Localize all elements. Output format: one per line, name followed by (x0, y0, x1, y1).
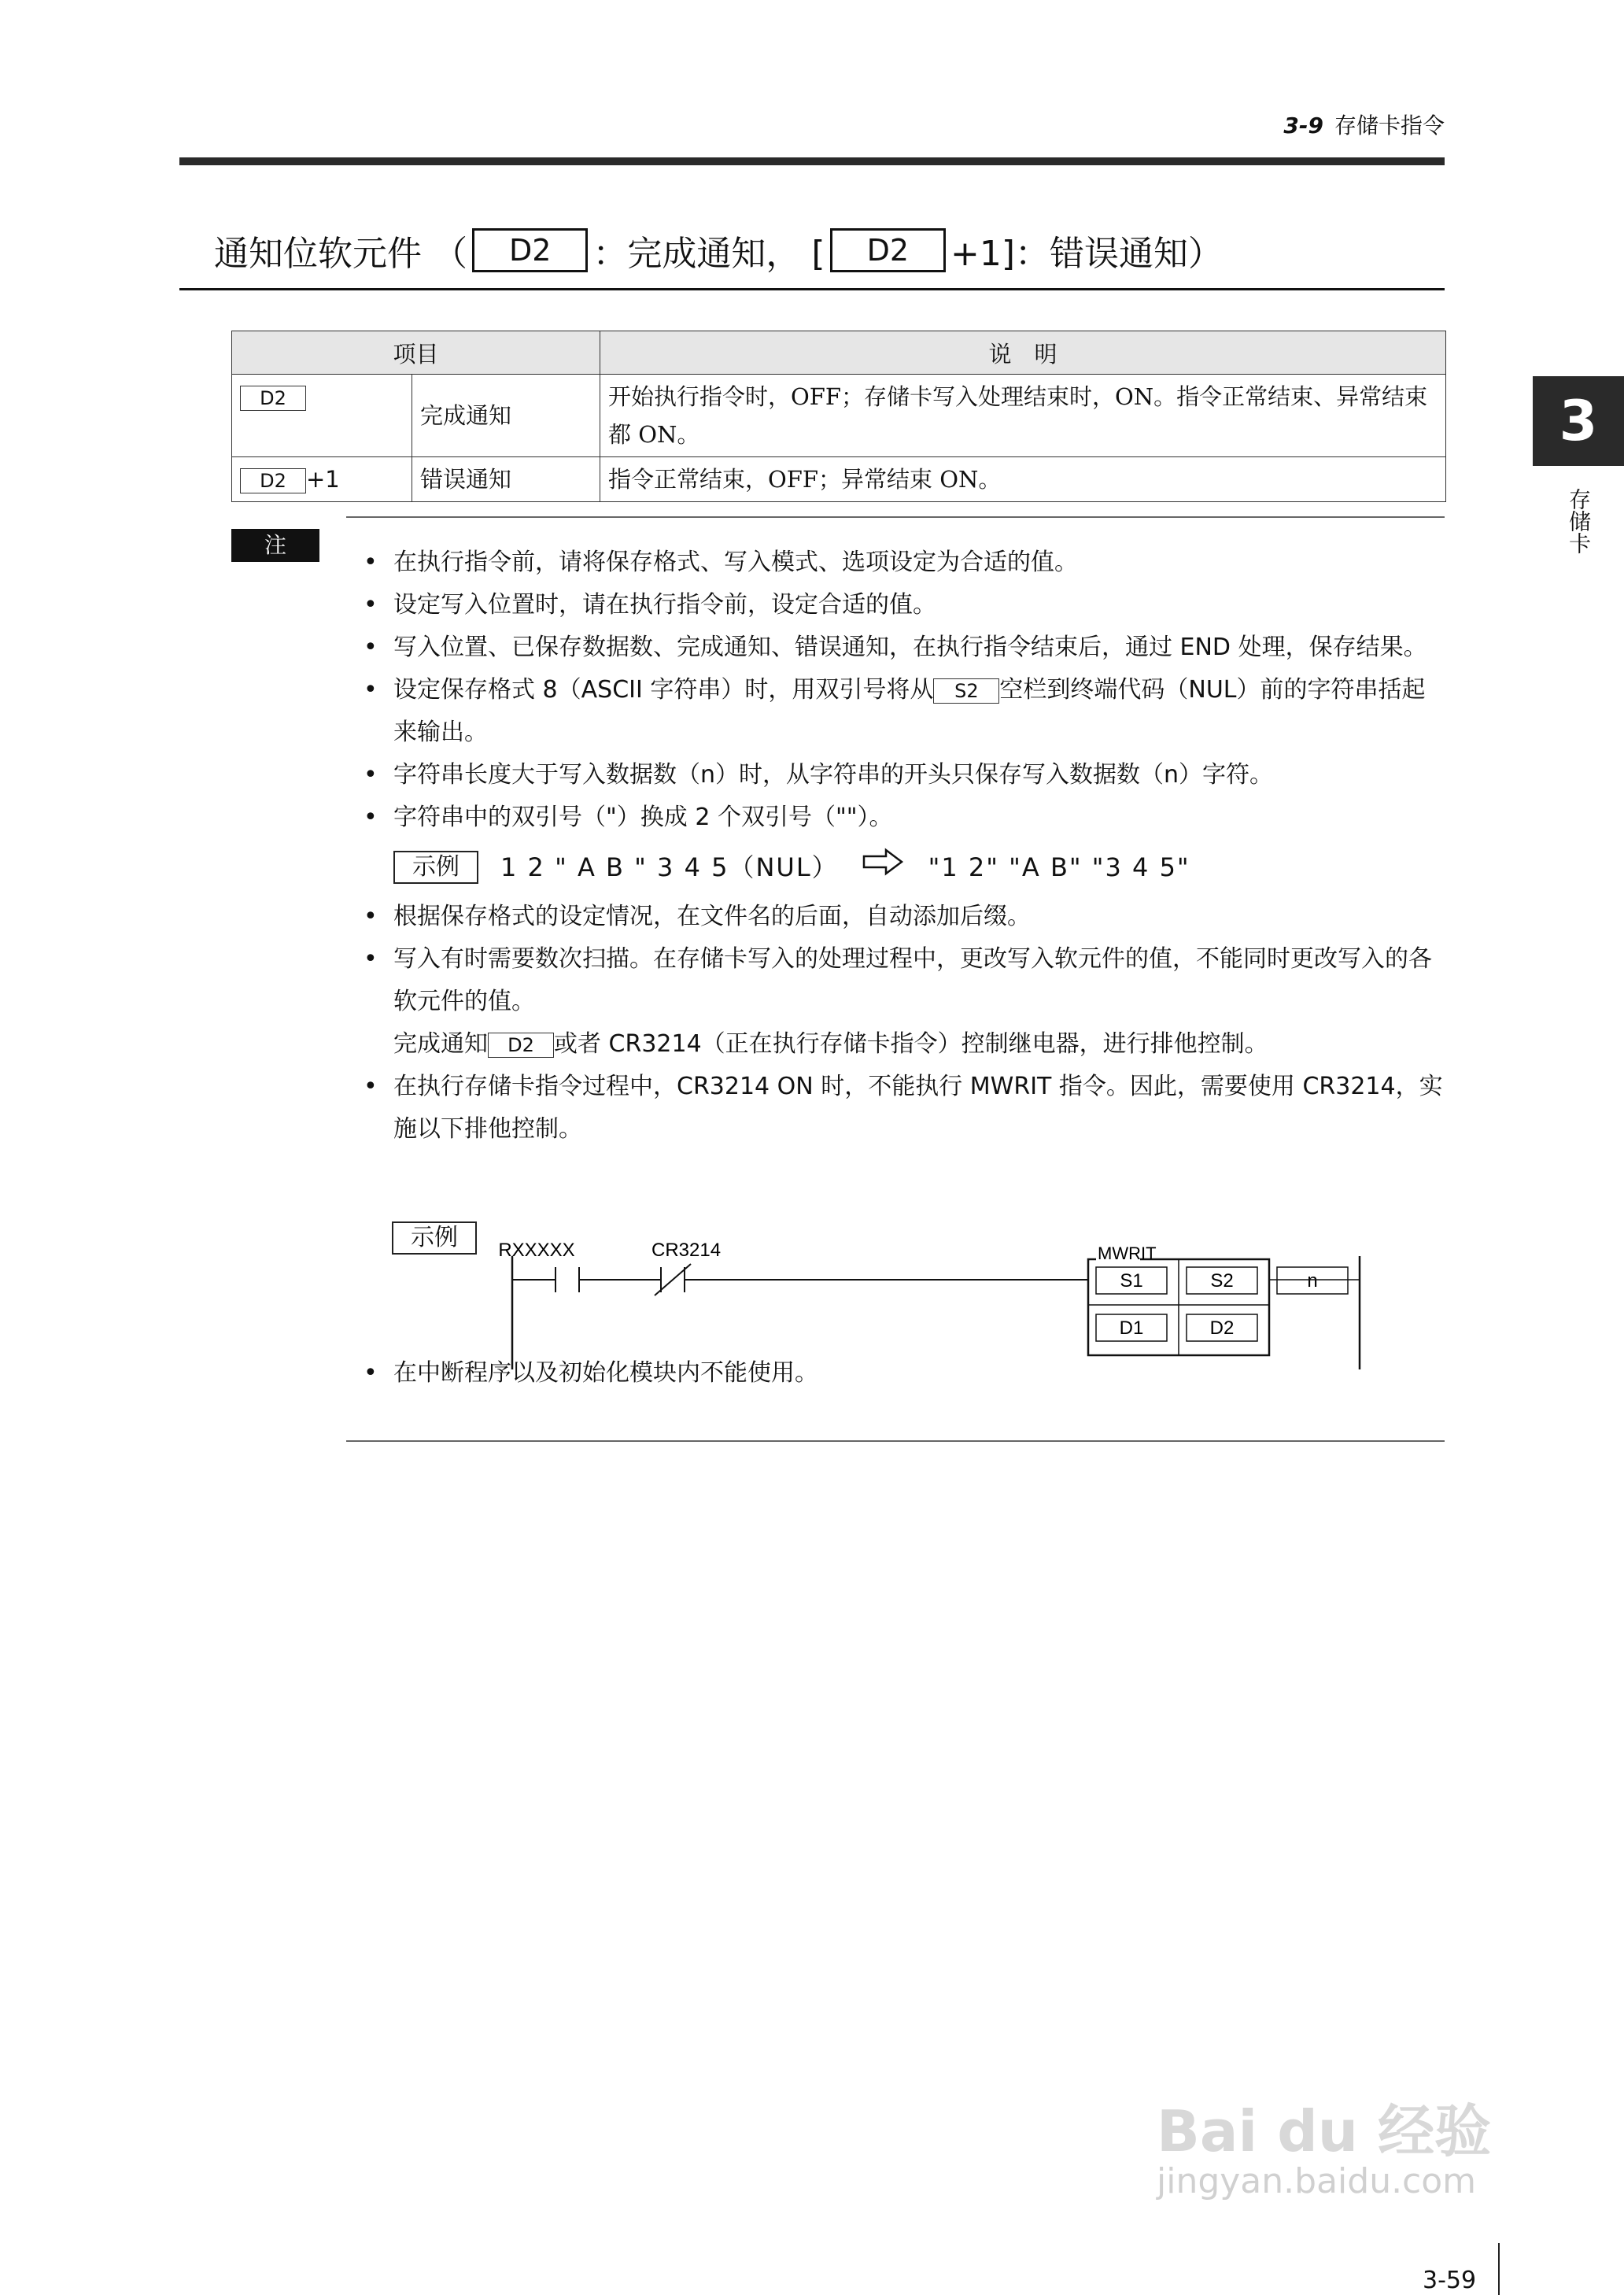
paragraph: 完成通知 D2 或者 CR3214（正在执行存储卡指令）控制继电器，进行排他控制。 (393, 1030, 1268, 1058)
watermark-url: jingyan.baidu.com (1157, 2161, 1477, 2201)
notification-table (231, 331, 1446, 502)
chapter-tab-label: 存储卡 (1566, 488, 1592, 554)
operand-label: n (1307, 1270, 1318, 1292)
symbol-suffix: +1 (306, 466, 340, 493)
header-item: 项目 (232, 331, 600, 375)
header-rule (179, 157, 1445, 165)
ladder-diagram (392, 1218, 1375, 1376)
desc-cell: 指令正常结束，OFF；异常结束 ON。 (600, 457, 1446, 502)
list-item: • 字符串长度大于写入数据数（n）时，从字符串的开头只保存写入数据数（n）字符。 (362, 754, 1448, 796)
name-cell: 完成通知 (412, 375, 600, 457)
table-row (232, 457, 1446, 502)
contact-label: RXXXXX (498, 1240, 575, 1261)
operand-box-d2: D2 (830, 228, 946, 272)
symbol-cell (232, 457, 412, 502)
list-item: • 在执行指令前，请将保存格式、写入模式、选项设定为合适的值。 (362, 541, 1448, 584)
list-item: • 在中断程序以及初始化模块内不能使用。 (362, 1352, 1448, 1395)
heading-prefix: 通知位软元件 （ (214, 234, 467, 274)
chapter-tab: 3 (1533, 376, 1624, 466)
operand-box-d2: D2 (488, 1033, 554, 1058)
operand-label: D1 (1119, 1318, 1144, 1339)
list-item: • 设定写入位置时，请在执行指令前，设定合适的值。 (362, 584, 1448, 626)
operand-label: S1 (1120, 1270, 1143, 1292)
right-arrow-icon (862, 846, 905, 889)
list-item: • 写入有时需要数次扫描。在存储卡写入的处理过程中，更改写入软元件的值，不能同时更改写入的各软元件的值。 (362, 938, 1448, 1023)
operand-box: D2 (240, 468, 306, 493)
operand-label: S2 (1210, 1270, 1234, 1292)
symbol-cell (232, 375, 412, 457)
instruction-name: MWRIT (1098, 1244, 1157, 1263)
operand-box-d2: D2 (472, 228, 588, 272)
watermark-logo: Bai du 经验 (1157, 2098, 1492, 2164)
table-row (232, 375, 1446, 457)
section-number: 3-9 (1283, 113, 1323, 139)
section-heading (214, 225, 1223, 275)
example-tag: 示例 (392, 1221, 477, 1255)
name-cell: 错误通知 (412, 457, 600, 502)
running-header (1283, 109, 1445, 140)
heading-mid: ：完成通知， [ (592, 234, 825, 274)
list-item: • 根据保存格式的设定情况，在文件名的后面，自动添加后缀。 (362, 896, 1448, 938)
section-title: 存储卡指令 (1334, 113, 1445, 139)
operand-box: D2 (240, 386, 306, 411)
operand-box-s2: S2 (933, 678, 999, 704)
operand-label: D2 (1209, 1318, 1235, 1339)
example-input: 1 2 " A B " 3 4 5（NUL） (500, 852, 839, 882)
example-output: "1 2" "A B" "3 4 5" (928, 852, 1190, 882)
page-rule (1498, 2243, 1500, 2295)
note-tag: 注 (231, 529, 319, 562)
example-tag: 示例 (393, 851, 478, 884)
heading-suffix: +1]：错误通知） (950, 234, 1224, 274)
list-item: • 字符串中的双引号（"）换成 2 个双引号（""）。 (362, 796, 1448, 839)
example-row (362, 839, 1448, 896)
desc-cell: 开始执行指令时，OFF；存储卡写入处理结束时，ON。指令正常结束、异常结束都 ON。 (600, 375, 1446, 457)
header-description: 说 明 (600, 331, 1446, 375)
page-number: 3-59 (1423, 2267, 1477, 2294)
list-item: • 在执行存储卡指令过程中，CR3214 ON 时，不能执行 MWRIT 指令。因此，需要使用 CR3214，实施以下排他控制。 (362, 1066, 1448, 1151)
note-rule-top (346, 516, 1445, 518)
list-item: • 写入位置、已保存数据数、完成通知、错误通知，在执行指令结束后，通过 END 处理，保存结果。 (362, 626, 1448, 669)
list-item: • 设定保存格式 8（ASCII 字符串）时，用双引号将从 S2 空栏到终端代码（NUL）前的字符串括起来输出。 (362, 669, 1448, 754)
contact-label: CR3214 (651, 1240, 722, 1261)
note-rule-bottom (346, 1440, 1445, 1442)
heading-rule (179, 288, 1445, 290)
